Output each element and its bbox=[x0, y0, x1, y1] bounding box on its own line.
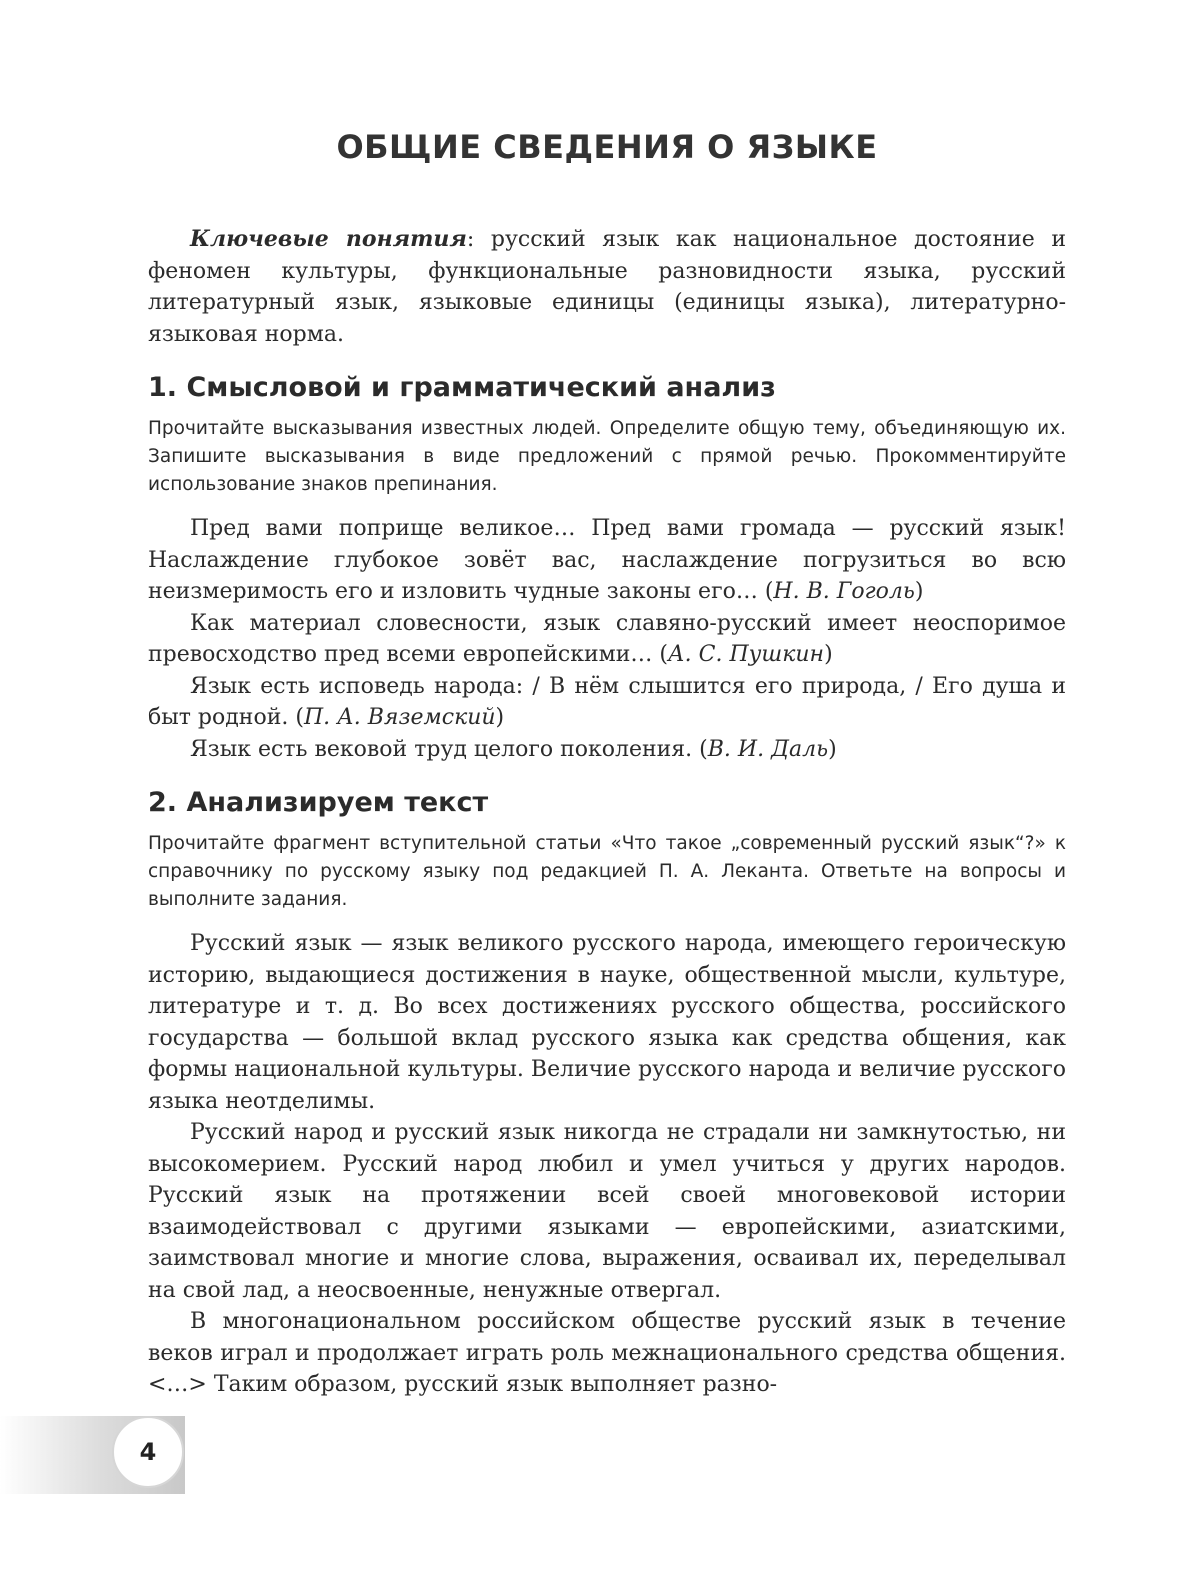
text-paragraph: Русский народ и русский язык никогда не страдали ни замкнутостью, ни высокомерием. Русский народ любил и умел учиться у других народов. Русский язык на протяжении всей своей многовековой истории взаимодействовал с другими языками — европейскими, азиатскими, заимствовал многие и многие слова, выражения, осваивал их, переделывал на свой лад, а неосвоенные, ненужные отвергал. bbox=[148, 1120, 1066, 1303]
key-concepts-term: Ключевые понятия bbox=[190, 226, 467, 252]
quote-author: А. С. Пушкин bbox=[668, 642, 825, 667]
page-title: ОБЩИЕ СВЕДЕНИЯ О ЯЗЫКЕ bbox=[336, 128, 878, 166]
text-paragraph: В многонациональном российском обществе русский язык в течение веков играл и продолжает играть роль межнационального средства общения. <…> Таким образом, русский язык выполняет разно- bbox=[148, 1309, 1066, 1397]
quote: Пред вами поприще великое… Пред вами громада — русский язык! Наслаждение глубокое зовёт вас, наслаждение погрузиться во всю неизмеримость его и изловить чудные законы его… (Н. В. Гоголь) bbox=[148, 516, 1066, 604]
text-paragraph: Русский язык — язык великого русского народа, имеющего героическую историю, выдающиеся достижения в науке, общественной мысли, культуре, литературе и т. д. Во всех достижениях русского общества, российского государства — большой вклад русского языка как средства общения, как формы национальной культуры. Величие русского народа и величие русского языка неотделимы. bbox=[148, 931, 1066, 1114]
quote-author: П. А. Вяземский bbox=[303, 705, 496, 730]
key-concepts-text: : русский язык как национальное достояние и феномен культуры, функциональные разновидности языка, русский литературный язык, языковые единицы (единицы языка), литературно-языковая норма. bbox=[148, 227, 1066, 347]
page-number: 4 bbox=[112, 1416, 184, 1488]
quote: Язык есть вековой труд целого поколения. (В. И. Даль) bbox=[190, 736, 837, 762]
quote-author: Н. В. Гоголь bbox=[773, 579, 915, 604]
section-2-task: Прочитайте фрагмент вступительной статьи «Что такое „современный русский язык“?» к справочнику по русскому языку под редакцией П. А. Леканта. Ответьте на вопросы и выполните задания. bbox=[148, 833, 1066, 910]
section-1-quotes bbox=[148, 513, 1066, 765]
section-2-text bbox=[148, 928, 1066, 1401]
quote: Как материал словесности, язык славяно-русский имеет неоспоримое превосходство пред всеми европейскими… (А. С. Пушкин) bbox=[148, 610, 1066, 667]
section-2-heading: 2. Анализируем текст bbox=[148, 787, 489, 818]
key-concepts bbox=[148, 224, 1066, 350]
section-1-task: Прочитайте высказывания известных людей. Определите общую тему, объединяющую их. Запишите высказывания в виде предложений с прямой речью. Прокомментируйте использование знаков препинания. bbox=[148, 418, 1066, 495]
page-content bbox=[148, 128, 1066, 1401]
section-1-heading: 1. Смысловой и грамматический анализ bbox=[148, 372, 776, 403]
quote-author: В. И. Даль bbox=[707, 736, 829, 762]
quote: Язык есть исповедь народа: / В нём слышится его природа, / Его душа и быт родной. (П. А. Вяземский) bbox=[148, 673, 1066, 730]
